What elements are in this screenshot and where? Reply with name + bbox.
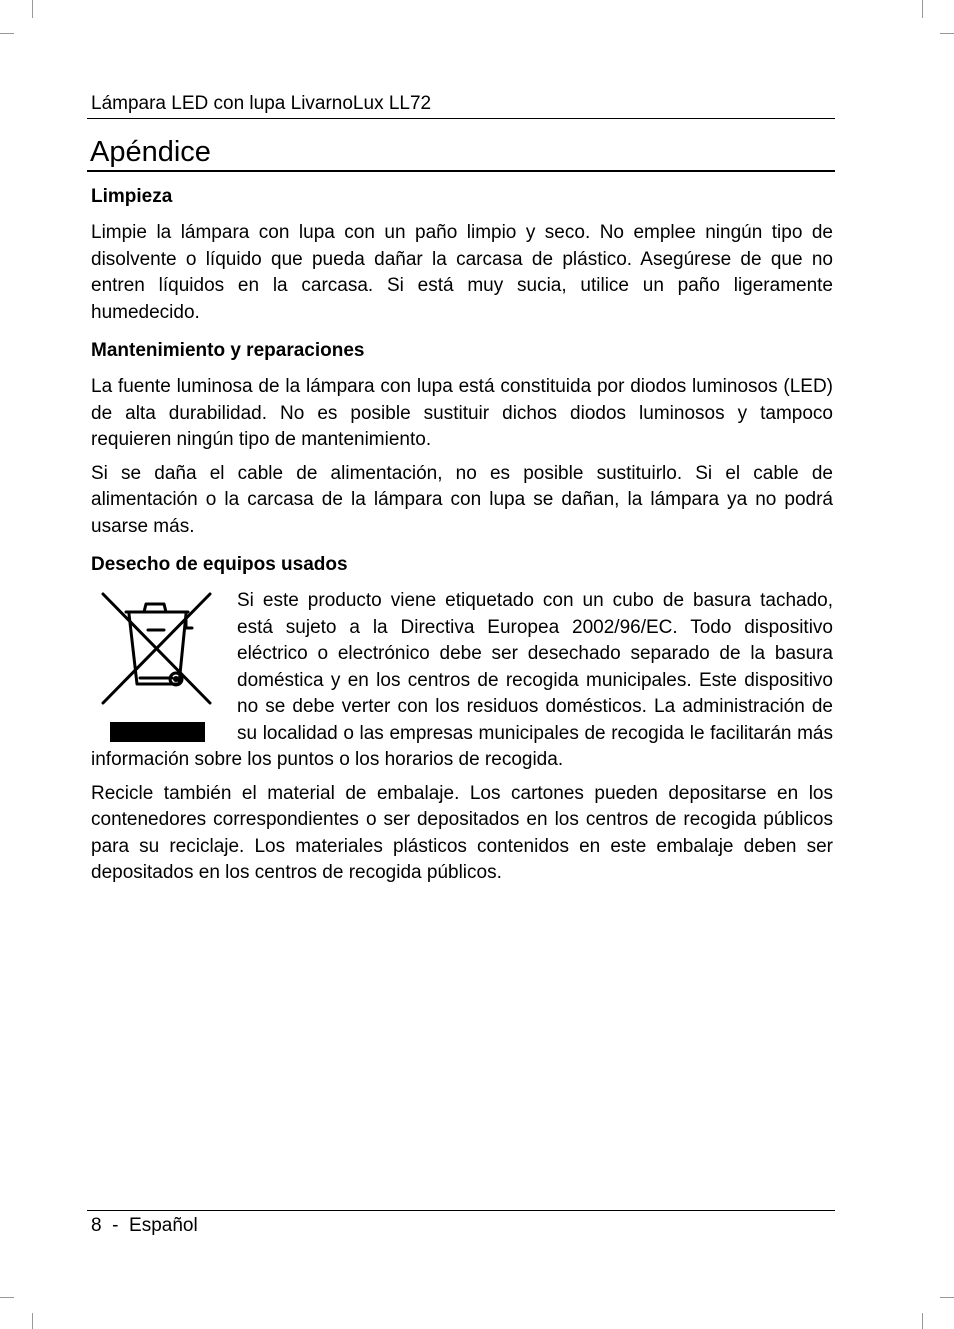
maintenance-paragraph-1: La fuente luminosa de la lámpara con lupa está constituida por diodos luminosos (LED) de alta durabilidad. No es posible sustituir dichos diodos luminosos y tampoco requieren ningún tipo de mantenimiento. bbox=[91, 376, 833, 450]
crop-mark bbox=[32, 1313, 33, 1329]
section-heading-maintenance: Mantenimiento y reparaciones bbox=[91, 340, 365, 361]
running-header: Lámpara LED con lupa LivarnoLux LL72 bbox=[91, 93, 432, 114]
page-footer bbox=[91, 1214, 198, 1238]
header-rule bbox=[87, 118, 835, 119]
crop-mark bbox=[940, 33, 954, 34]
crop-mark bbox=[32, 0, 33, 18]
disposal-paragraph-2: Recicle también el material de embalaje. Los cartones pueden depositarse en los contenedores correspondientes o ser depositados en los centros de recogida públicos para su reciclaje. Los materiales plásticos contenidos en este embalaje deben ser depositados en los centros de recogida públicos. bbox=[91, 782, 833, 883]
page-content bbox=[91, 184, 833, 894]
crop-mark bbox=[922, 1313, 923, 1329]
crop-mark bbox=[0, 33, 14, 34]
disposal-paragraph-1: Si este producto viene etiquetado con un cubo de basura tachado, está sujeto a la Directiva Europea 2002/96/EC. Todo dispositivo eléctrico o electrónico debe ser desechado separado de la basura doméstica y en los centros de recogida municipales. Este dispositivo no se debe verter con los residuos domésticos. La administración de su localidad o las empresas municipales de recogida le facilitarán más información sobre los puntos o los horarios de recogida. bbox=[91, 590, 833, 770]
section-heading-disposal: Desecho de equipos usados bbox=[91, 554, 348, 575]
section-heading-cleaning: Limpieza bbox=[91, 186, 173, 207]
crop-mark bbox=[0, 1297, 14, 1298]
page-title: Apéndice bbox=[90, 136, 211, 168]
crop-mark bbox=[922, 0, 923, 18]
disposal-block bbox=[91, 588, 833, 781]
footer-rule bbox=[87, 1210, 835, 1211]
footer-separator: - bbox=[112, 1215, 119, 1236]
title-rule bbox=[87, 170, 835, 172]
page-number: 8 bbox=[91, 1215, 102, 1236]
footer-language: Español bbox=[129, 1215, 198, 1236]
crossed-out-wheelie-bin-icon bbox=[94, 590, 220, 745]
crop-mark bbox=[940, 1297, 954, 1298]
cleaning-paragraph: Limpie la lámpara con lupa con un paño limpio y seco. No emplee ningún tipo de disolvente o líquido que pueda dañar la carcasa de plástico. Asegúrese de que no entren líquidos en la carcasa. Si está muy sucia, utilice un paño ligeramente humedecido. bbox=[91, 222, 833, 323]
maintenance-paragraph-2: Si se daña el cable de alimentación, no es posible sustituirlo. Si el cable de alimentación o la carcasa de la lámpara con lupa se dañan, la lámpara ya no podrá usarse más. bbox=[91, 462, 833, 537]
